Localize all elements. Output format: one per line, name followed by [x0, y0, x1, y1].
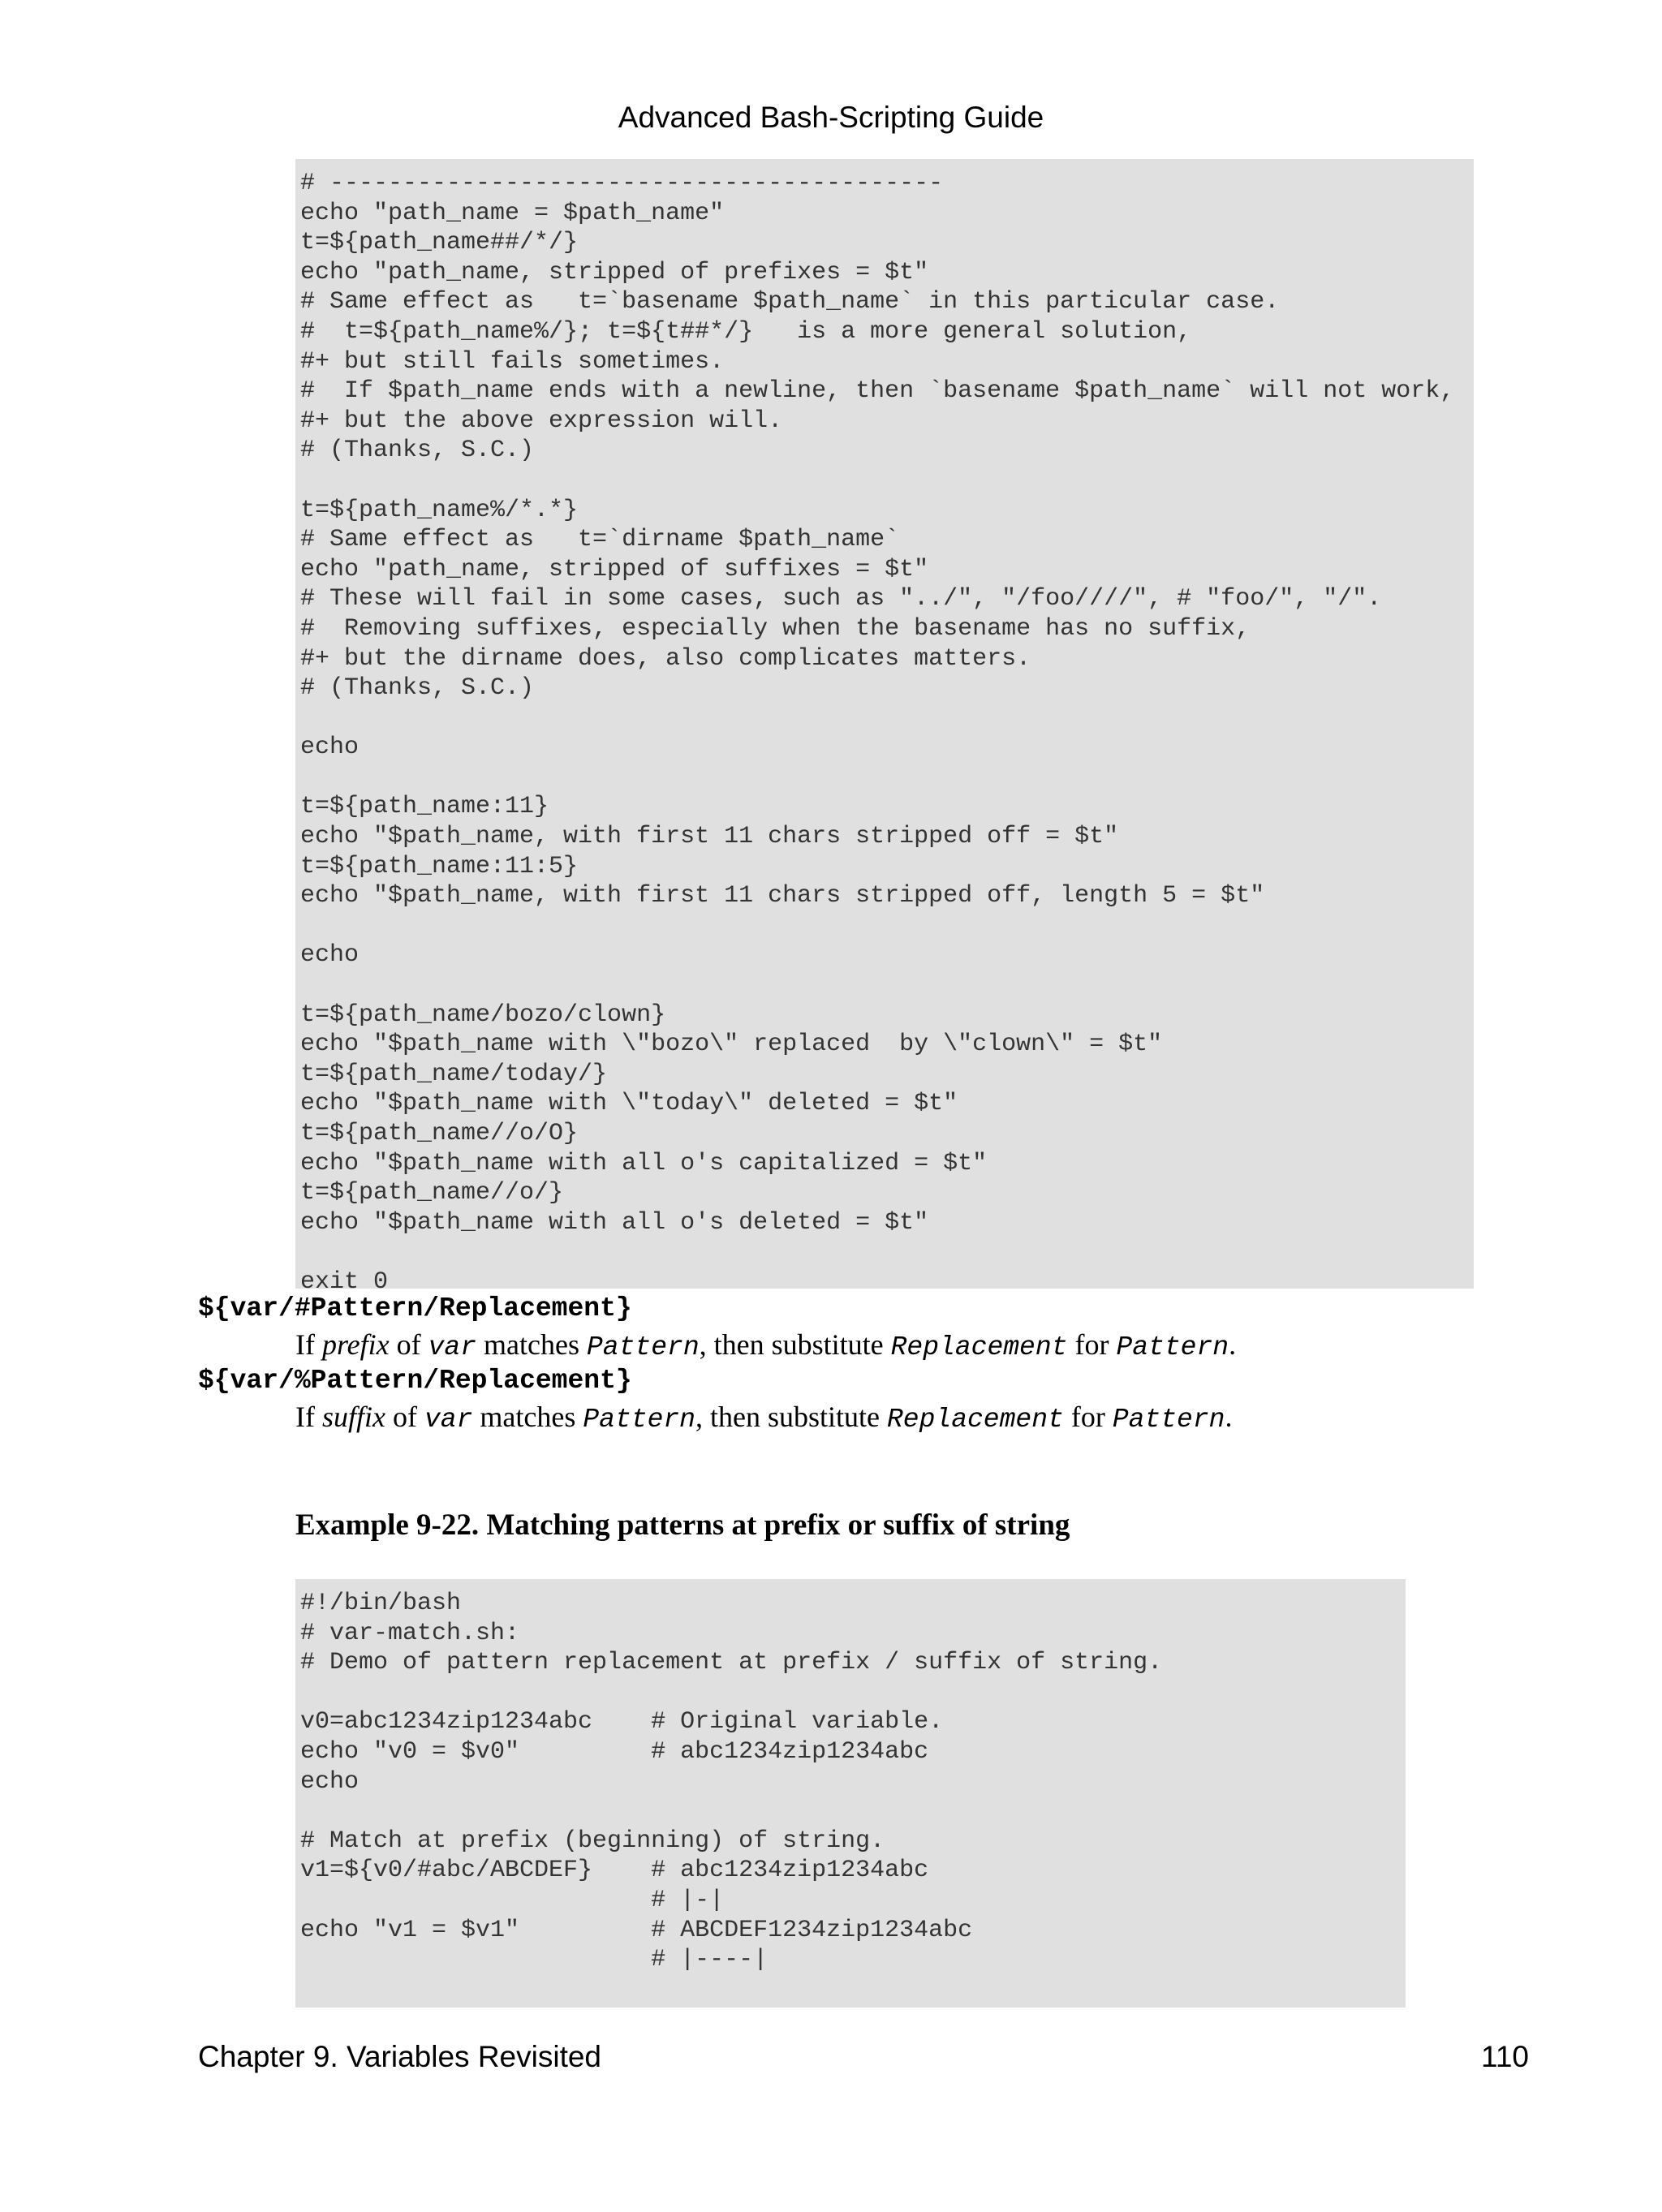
def-text: . — [1229, 1328, 1237, 1361]
def-text: for — [1074, 1328, 1109, 1361]
def-pattern: Pattern — [1116, 1332, 1229, 1362]
def-text: of — [396, 1328, 421, 1361]
definition-body-suffix — [295, 1400, 1232, 1435]
code-block-path-name: # ------------------------------------------ echo "path_name = $path_name" t=${path_name##/*/} echo "path_name, stripped of prefixes = $t" # Same effect as t=`basename $path_name` in this particular case. # t=${path_name%/}; t=${t##*/} is a more general solution, #+ but still fails sometimes. # If $path_name ends with a newline, then `basename $path_name` will not work, #+ but the above expression will. # (Thanks, S.C.) t=${path_name%/*.*} # Same effect as t=`dirname $path_name` echo "path_name, stripped of suffixes = $t" # These will fail in some cases, such as "../", "/foo////", # "foo/", "/". # Removing suffixes, especially when the basename has no suffix, #+ but the dirname does, also complicates matters. # (Thanks, S.C.) echo t=${path_name:11} echo "$path_name, with first 11 chars stripped off = $t" t=${path_name:11:5} echo "$path_name, with first 11 chars stripped off, length 5 = $t" echo t=${path_name/bozo/clown} echo "$path_name with \"bozo\" replaced by \"clown\" = $t" t=${path_name/today/} echo "$path_name with \"today\" deleted = $t" t=${path_name//o/O} echo "$path_name with all o's capitalized = $t" t=${path_name//o/} echo "$path_name with all o's deleted = $t" exit 0 — [295, 159, 1474, 1289]
page-header: Advanced Bash-Scripting Guide — [618, 101, 1044, 134]
def-text: , then substitute — [695, 1401, 880, 1433]
definition-body-prefix — [295, 1328, 1236, 1362]
definition-term-suffix: ${var/%Pattern/Replacement} — [198, 1366, 632, 1396]
def-var: var — [428, 1332, 477, 1362]
def-text: for — [1070, 1401, 1105, 1433]
def-text: . — [1225, 1401, 1233, 1433]
def-text: , then substitute — [699, 1328, 884, 1361]
def-var: var — [424, 1405, 473, 1435]
def-qualifier: prefix — [321, 1328, 390, 1361]
example-title: Example 9-22. Matching patterns at prefix or suffix of string — [295, 1508, 1070, 1542]
code-block-var-match: #!/bin/bash # var-match.sh: # Demo of pattern replacement at prefix / suffix of string. v0=abc1234zip1234abc # Original variable. echo "v0 = $v0" # abc1234zip1234abc echo # Match at prefix (beginning) of string. v1=${v0/#abc/ABCDEF} # abc1234zip1234abc # |-| echo "v1 = $v1" # ABCDEF1234zip1234abc # |----| — [295, 1579, 1406, 2008]
def-pattern: Pattern — [1112, 1405, 1225, 1435]
def-text: matches — [480, 1401, 576, 1433]
def-text: matches — [484, 1328, 579, 1361]
def-qualifier: suffix — [321, 1401, 385, 1433]
def-text: of — [392, 1401, 417, 1433]
definition-term-prefix: ${var/#Pattern/Replacement} — [198, 1293, 632, 1323]
footer-page-number: 110 — [1481, 2040, 1529, 2073]
def-text: If — [295, 1328, 315, 1361]
def-pattern: Pattern — [583, 1405, 695, 1435]
def-replacement: Replacement — [890, 1332, 1068, 1362]
def-pattern: Pattern — [587, 1332, 700, 1362]
footer-chapter: Chapter 9. Variables Revisited — [198, 2040, 602, 2073]
def-replacement: Replacement — [886, 1405, 1064, 1435]
def-text: If — [295, 1401, 315, 1433]
